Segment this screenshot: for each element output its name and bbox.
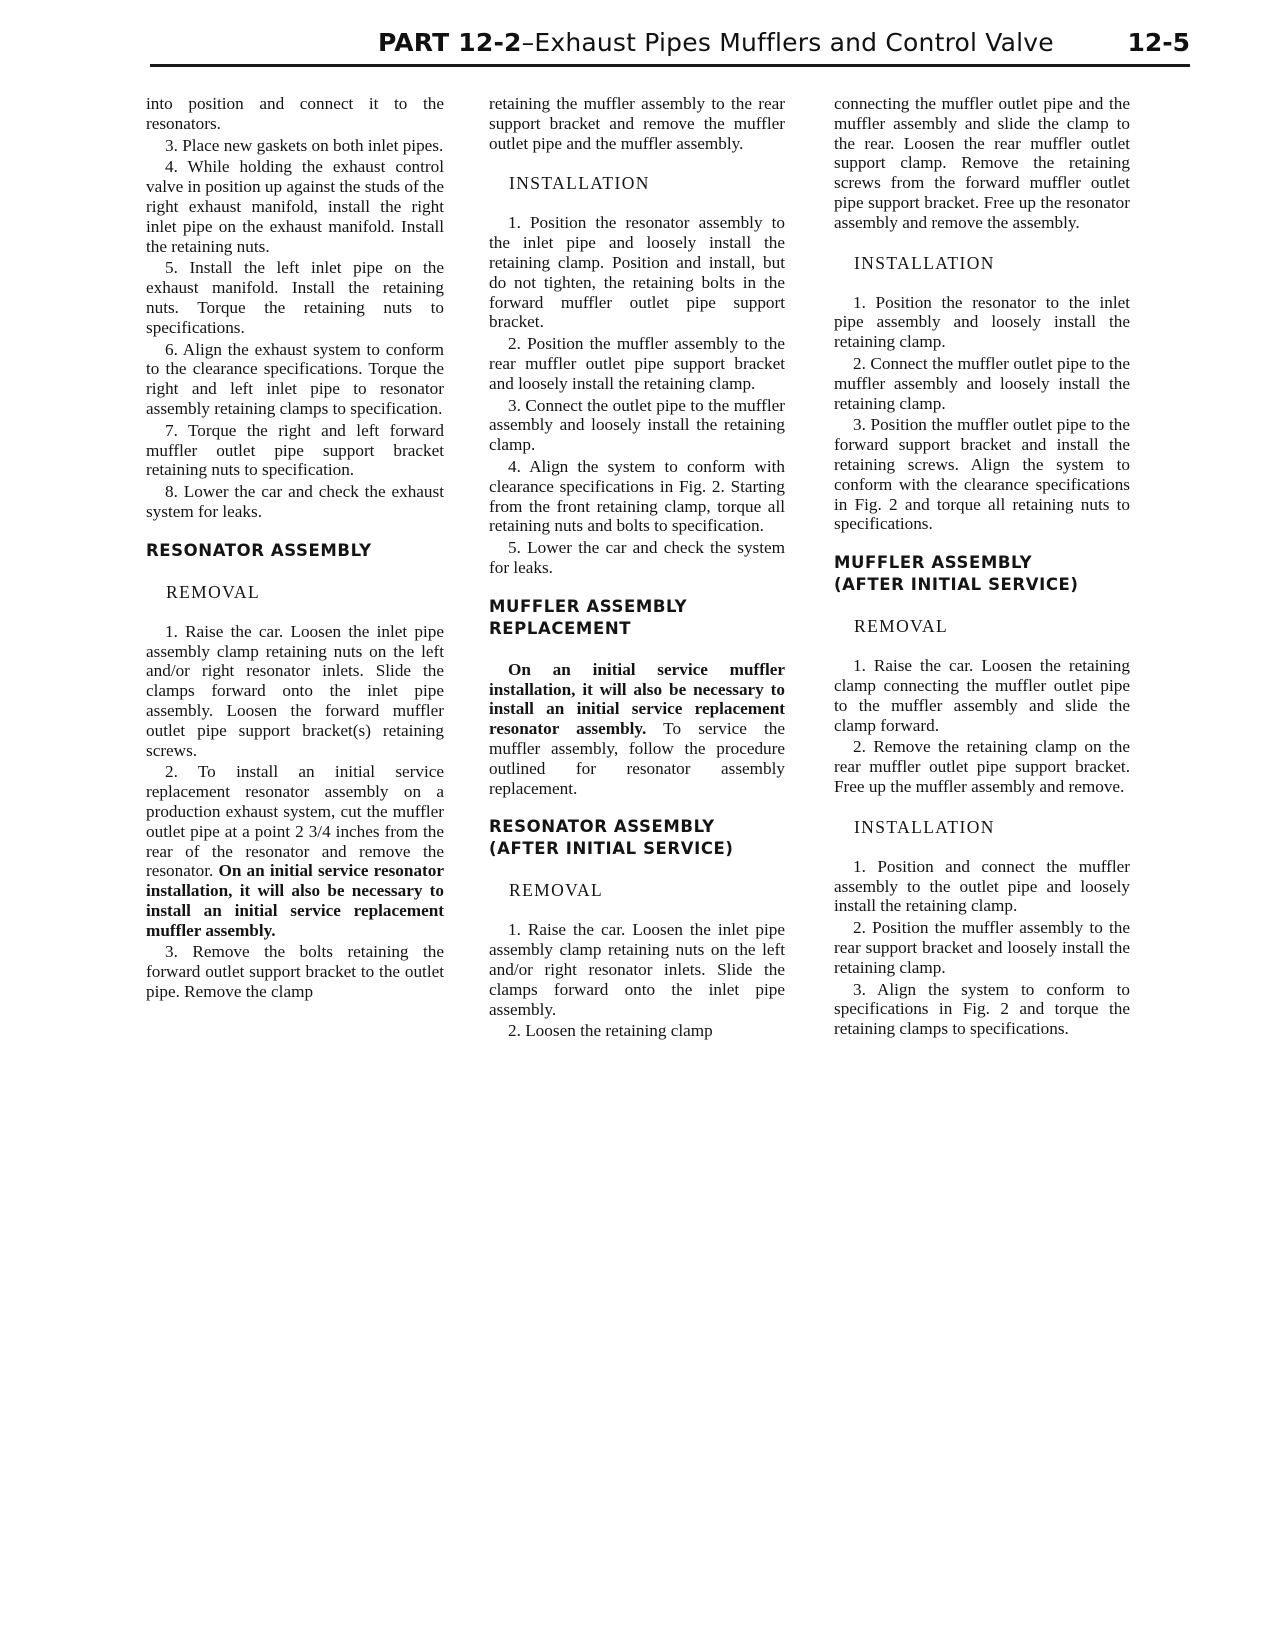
- paragraph: 3. Place new gaskets on both inlet pipes.: [165, 135, 444, 155]
- paragraph: 5. Install the left inlet pipe on the exhaust manifold. Install the retaining nuts. Torque the retaining nuts to specifications.: [146, 258, 444, 337]
- paragraph: [489, 660, 785, 799]
- paragraph-bold-note: On an initial service resonator installation, it will also be necessary to install an initial service replacement muffler assembly.: [146, 861, 445, 940]
- column-2: [489, 94, 785, 1043]
- paragraph: 2. Position the muffler assembly to the rear muffler outlet pipe support bracket and loosely install the retaining clamp.: [489, 334, 785, 393]
- subsection-heading: REMOVAL: [166, 581, 261, 602]
- subsection-heading: INSTALLATION: [509, 173, 650, 194]
- paragraph: 2. Loosen the retaining clamp: [508, 1021, 713, 1041]
- section-heading: RESONATOR ASSEMBLY: [146, 540, 372, 560]
- paragraph: 2. Position the muffler assembly to the rear support bracket and loosely install the retaining clamp.: [834, 918, 1130, 977]
- paragraph-bold-note: On an initial service muffler installation, it will also be necessary to install an initial service replacement resonator assembly.: [489, 659, 785, 739]
- paragraph: 3. Remove the bolts retaining the forward outlet support bracket to the outlet pipe. Remove the clamp: [146, 942, 444, 1002]
- header-rule: [150, 64, 1190, 67]
- header-title-text: –Exhaust Pipes Mufflers and Control Valve: [521, 28, 1054, 57]
- paragraph: 1. Raise the car. Loosen the inlet pipe assembly clamp retaining nuts on the left and/or right resonator inlets. Slide the clamps forward onto the inlet pipe assembly. Loosen the forward muffler outlet pipe support bracket(s) retaining screws.: [146, 621, 444, 760]
- section-heading-line: MUFFLER ASSEMBLY: [489, 596, 688, 616]
- page-number: 12-5: [1127, 28, 1190, 57]
- paragraph: 1. Raise the car. Loosen the inlet pipe assembly clamp retaining nuts on the left and/or right resonator inlets. Slide the clamps forward onto the inlet pipe assembly.: [489, 920, 785, 1019]
- paragraph: 3. Connect the outlet pipe to the muffler assembly and loosely install the retaining clamp.: [489, 395, 785, 455]
- section-heading-line: (AFTER INITIAL SERVICE): [489, 839, 734, 859]
- subsection-heading: REMOVAL: [509, 880, 604, 901]
- section-heading: [834, 552, 1130, 596]
- paragraph: 1. Raise the car. Loosen the retaining clamp connecting the muffler outlet pipe to the muffler assembly and slide the clamp forward.: [834, 656, 1130, 735]
- paragraph-text: To service the muffler assembly, follow the procedure outlined for resonator assembly replacement.: [489, 719, 785, 798]
- part-label: PART 12-2: [378, 28, 522, 57]
- section-heading-line: (AFTER INITIAL SERVICE): [834, 575, 1079, 595]
- paragraph: 2. Remove the retaining clamp on the rear muffler outlet pipe support bracket. Free up the muffler assembly and remove.: [834, 737, 1130, 796]
- paragraph: 3. Position the muffler outlet pipe to the forward support bracket and install the retaining screws. Align the system to conform with the clearance specifications in Fig. 2 and torque all retaining nuts to specifications.: [834, 415, 1130, 534]
- paragraph: 7. Torque the right and left forward muffler outlet pipe support bracket retaining nuts to specification.: [146, 420, 444, 480]
- paragraph: 4. Align the system to conform with clearance specifications in Fig. 2. Starting from the front retaining clamp, torque all retaining nuts and bolts to specification.: [489, 456, 785, 536]
- paragraph-text: 2. To install an initial service replacement resonator assembly on a production exhaust system, cut the muffler outlet pipe at a point 2 3/4 inches from the rear of the resonator and remove the resonator.: [146, 762, 444, 881]
- paragraph: retaining the muffler assembly to the rear support bracket and remove the muffler outlet pipe and the muffler assembly.: [489, 94, 785, 153]
- column-3: [834, 94, 1130, 1041]
- paragraph: into position and connect it to the resonators.: [146, 94, 444, 133]
- section-heading-line: REPLACEMENT: [489, 618, 632, 638]
- paragraph: 1. Position the resonator to the inlet pipe assembly and loosely install the retaining clamp.: [834, 292, 1130, 352]
- column-1: [146, 94, 444, 1004]
- section-heading: [489, 596, 785, 640]
- paragraph: 8. Lower the car and check the exhaust system for leaks.: [146, 482, 444, 521]
- page-header: [150, 26, 1190, 72]
- paragraph: 1. Position the resonator assembly to the inlet pipe and loosely install the retaining clamp. Position and install, but do not tighten, the retaining bolts in the forward muffler outlet pipe support bracket.: [489, 213, 785, 332]
- subsection-heading: INSTALLATION: [854, 252, 995, 273]
- paragraph: 2. Connect the muffler outlet pipe to the muffler assembly and loosely install the retaining clamp.: [834, 353, 1130, 413]
- paragraph: 3. Align the system to conform to specifications in Fig. 2 and torque the retaining clamps to specifications.: [834, 979, 1130, 1039]
- header-title: [378, 28, 1054, 57]
- paragraph: 4. While holding the exhaust control valve in position up against the studs of the right exhaust manifold, install the right inlet pipe on the exhaust manifold. Install the retaining nuts.: [146, 157, 444, 256]
- subsection-heading: INSTALLATION: [854, 816, 995, 837]
- paragraph: [146, 762, 444, 940]
- subsection-heading: REMOVAL: [854, 616, 949, 637]
- section-heading-line: MUFFLER ASSEMBLY: [834, 553, 1033, 573]
- section-heading-line: RESONATOR ASSEMBLY: [489, 817, 715, 837]
- paragraph: connecting the muffler outlet pipe and the muffler assembly and slide the clamp to the rear. Loosen the rear muffler outlet support clamp. Remove the retaining screws from the forward muffler outlet pipe support bracket. Free up the resonator assembly and remove the assembly.: [834, 94, 1130, 232]
- paragraph: 5. Lower the car and check the system for leaks.: [489, 538, 785, 577]
- paragraph: 6. Align the exhaust system to conform to the clearance specifications. Torque the right and left inlet pipe to resonator assembly retaining clamps to specification.: [146, 339, 444, 418]
- section-heading: [489, 816, 785, 860]
- paragraph: 1. Position and connect the muffler assembly to the outlet pipe and loosely install the retaining clamp.: [834, 856, 1130, 916]
